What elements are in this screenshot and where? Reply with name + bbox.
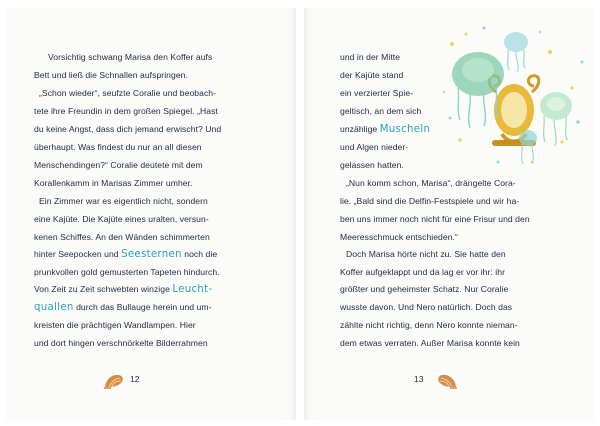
right-page [304,8,594,420]
text-line: Doch Marisa hörte nicht zu. Sie hatte den [346,249,506,259]
page-number: 13 [414,374,424,384]
text-line: gelassen hatten. [340,160,404,170]
text-line: zählte nicht richtig, denn Nero konnte nieman- [340,320,518,330]
text-line: Ein Zimmer war es eigentlich nicht, sondern [39,196,208,206]
text-line: überhaupt. Was findest du nur an all diesen [34,142,202,152]
text-line [340,124,430,135]
text-line: Menschendingen?“ Coralie deutete mit dem [34,160,203,170]
text-fragment: Von Zeit zu Zeit schwebten winzige [34,284,173,294]
text-line: Vorsichtig schwang Marisa den Koffer aufs [48,52,213,62]
shell-icon [103,372,125,395]
text-line: dem etwas verraten. Außer Marisa konnte kein [340,338,520,348]
text-line: der Kajüte stand [340,70,404,80]
text-fragment: unzählige [340,124,380,134]
text-line: prunkvollen gold gemusterten Tapeten hindurch. [34,267,220,277]
page-number: 12 [130,374,140,384]
text-line: und dort hingen verschnörkelte Bilderrahmen [34,338,208,348]
text-line: größter und geheimster Schatz. Nur Coralie [340,284,509,294]
text-fragment: hinter Seepocken und [34,249,122,259]
text-fragment: durch das Bullauge herein und um- [73,302,212,312]
text-line: Meeresschmuck entschieden.“ [340,232,458,242]
highlighted-word: Muscheln [379,124,431,135]
text-line: kenen Schiffes. An den Wänden schimmerten [34,232,210,242]
text-line: du keine Angst, dass dich jemand erwischt? Und [34,124,222,134]
highlighted-word: Seesternen [121,249,182,260]
text-line: und in der Mitte [340,52,401,62]
text-line: wusste davon. Und Nero natürlich. Doch das [340,302,513,312]
text-line: eine Kajüte. Die Kajüte eines uralten, versun- [34,214,209,224]
text-line: ben uns immer noch nicht für eine Frisur und den [340,214,530,224]
highlighted-word: Leucht- [172,284,213,295]
text-line: Korallenkamm in Marisas Zimmer umher. [34,178,193,188]
text-line [34,302,212,313]
text-line: ein verzierter Spie- [340,88,414,98]
text-line: Koffer aufgeklappt und da lag er vor ihr: ihr [340,267,505,277]
text-fragment: noch die [181,249,218,259]
text-line: „Schon wieder“, seufzte Coralie und beobach- [39,88,217,98]
text-line: lie. „Bald sind die Delfin-Festspiele und wir ha- [340,196,520,206]
text-line: kreisten die prächtigen Wandlampen. Hier [34,320,196,330]
text-line [34,284,212,295]
text-line: tete ihre Freundin in dem großen Spiegel. „Hast [34,106,218,116]
text-line: und Algen nieder- [340,142,409,152]
jellyfish-mirror-illustration [432,22,592,172]
left-page [6,8,296,420]
text-line: „Nun komm schon, Marisa“, drängelte Cora- [346,178,516,188]
text-line [34,249,217,260]
shell-icon [436,372,458,395]
highlighted-word: quallen [34,302,74,313]
text-line: geltisch, an dem sich [340,106,422,116]
text-line: Bett und ließ die Schnallen aufspringen. [34,70,188,80]
